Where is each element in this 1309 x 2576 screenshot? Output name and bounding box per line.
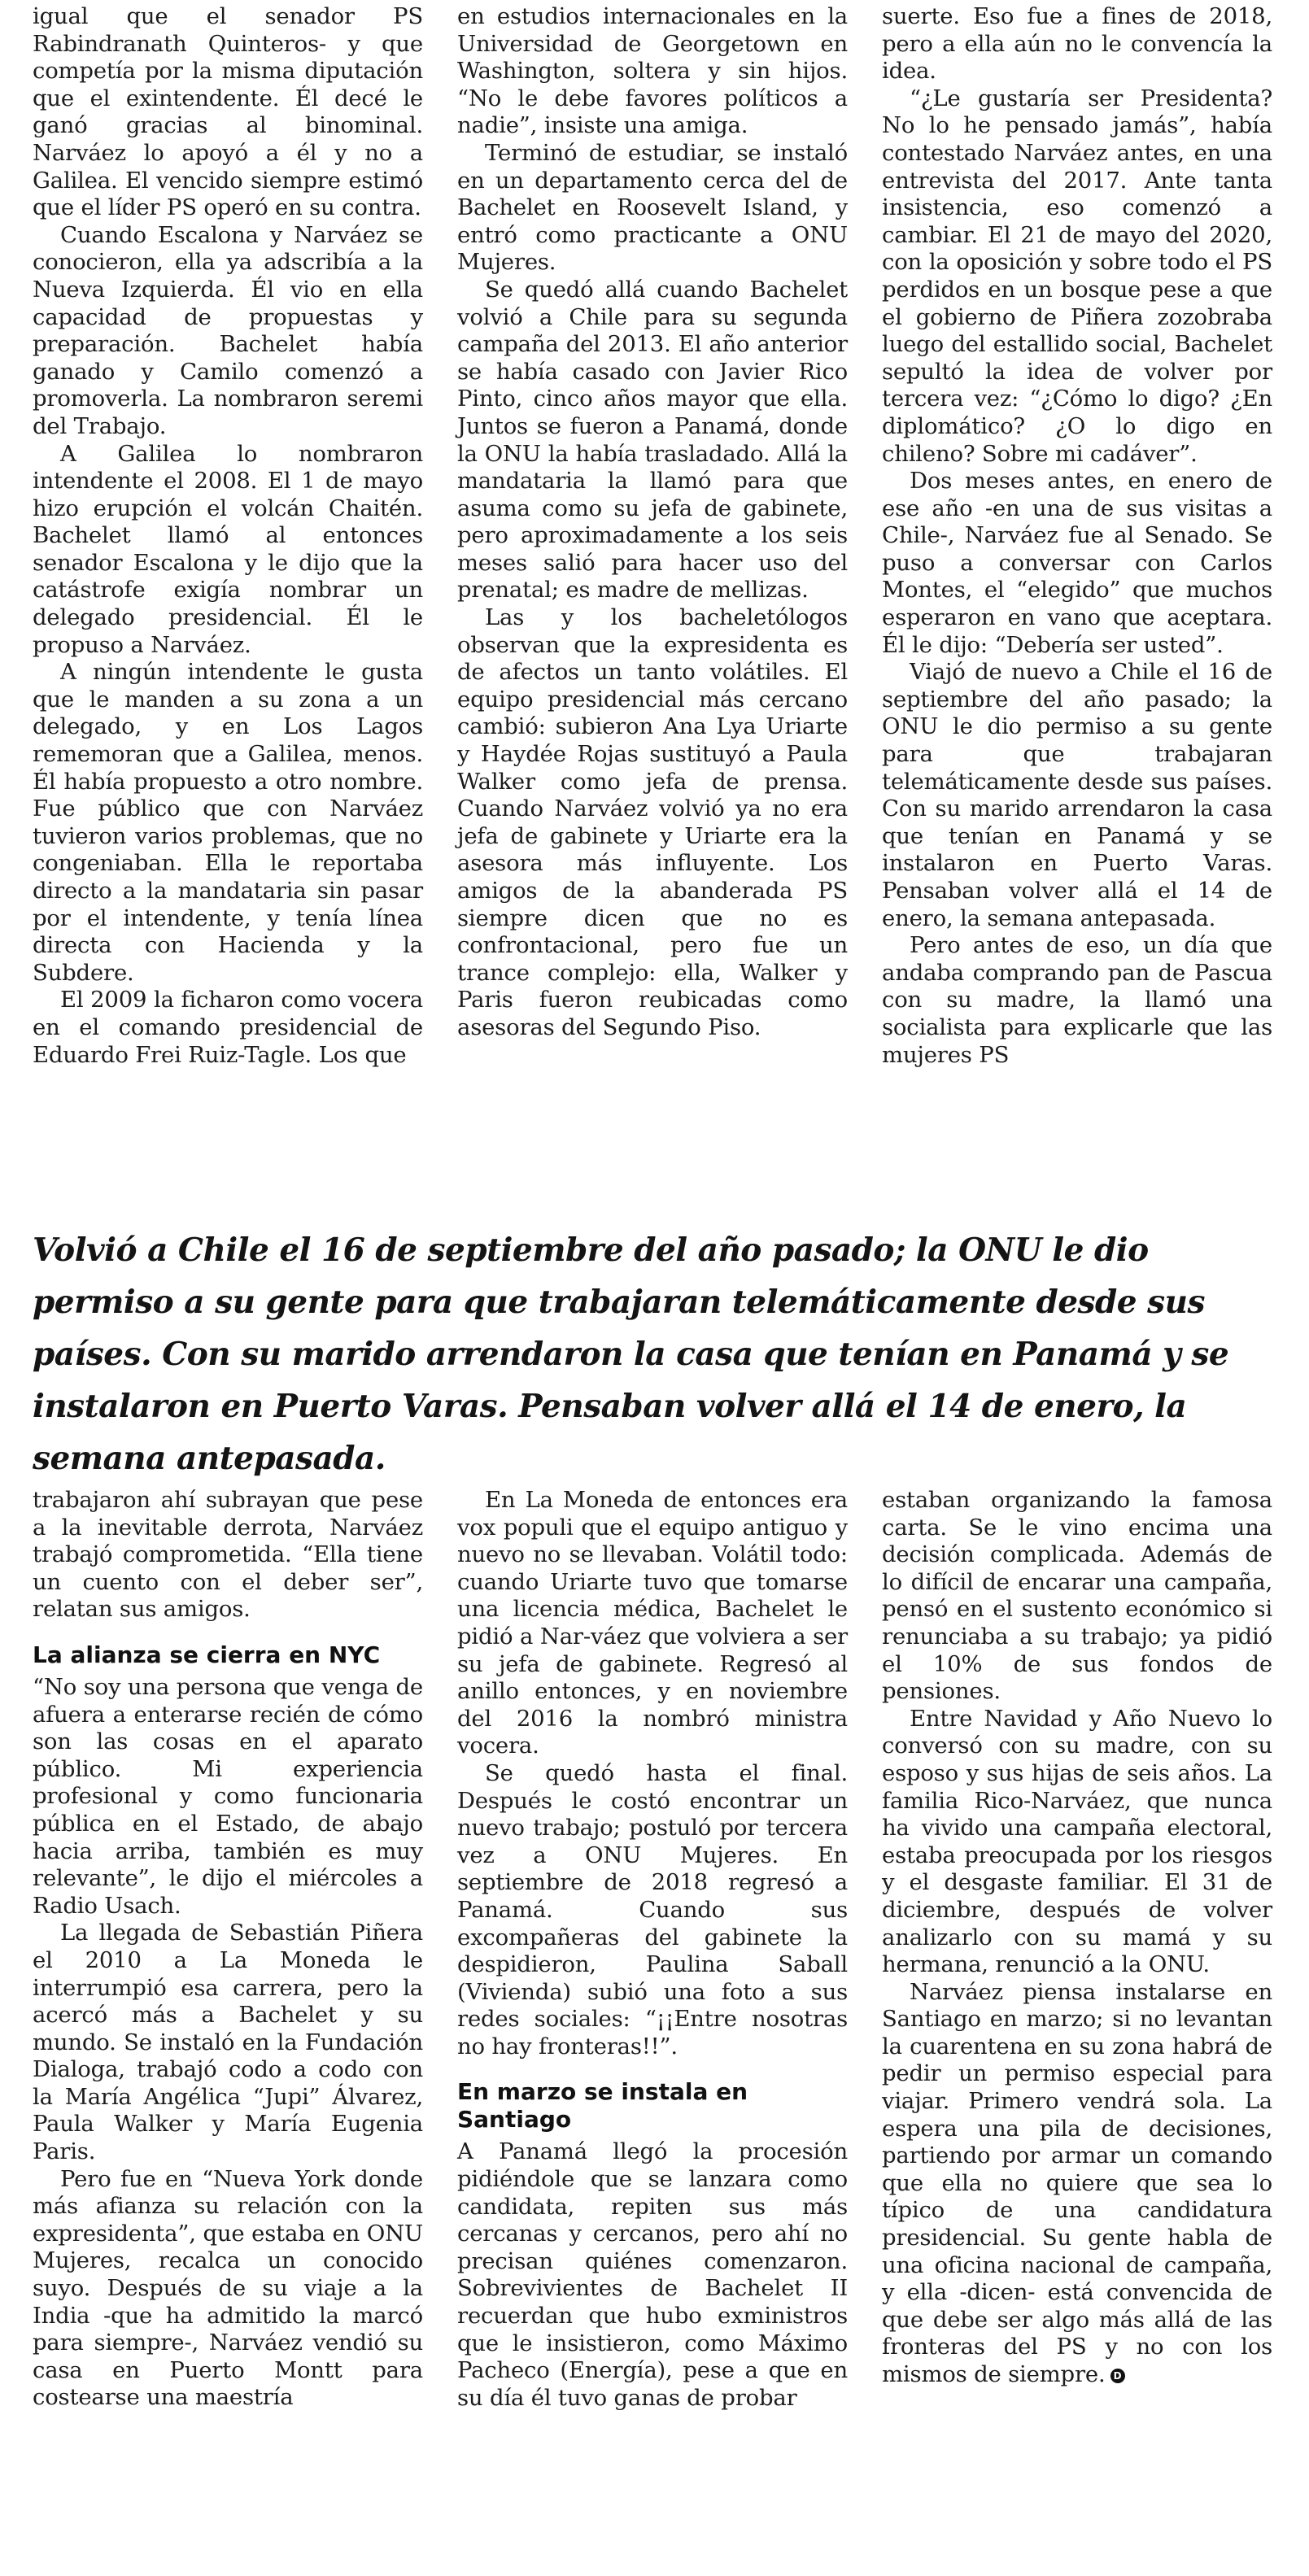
paragraph: A Panamá llegó la procesión pidiéndole que se lanzara como candidata, repiten sus más cercanas y cercanos, pero ahí no precisan quiénes comenzaron. Sobrevivientes de Bachelet II recuerdan que hubo exministros que le insistieron, como Máximo Pacheco (Energía), pese a que en su día él tuvo ganas de probar	[457, 2138, 848, 2411]
bottom-column-3	[882, 1487, 1272, 2389]
paragraph-text: Narváez piensa instalarse en Santiago en marzo; si no levantan la cuarentena en su zona habrá de pedir un permiso especial para viajar. Primero vendrá sola. La espera una pila de decisiones, partiendo por armar un comando que ella no quiere que sea lo típico de una candidatura presidencial. Su gente habla de una oficina nacional de campaña, y ella -dicen- está convencida de que debe ser algo más allá de las fronteras del PS y no con los mismos de siempre.	[882, 1978, 1272, 2387]
paragraph: Viajó de nuevo a Chile el 16 de septiembre del año pasado; la ONU le dio permiso a su gente para que trabajaran telemáticamente desde sus países. Con su marido arrendaron la casa que tenían en Panamá y se instalaron en Puerto Varas. Pensaban volver allá el 14 de enero, la semana antepasada.	[882, 659, 1272, 931]
paragraph: Entre Navidad y Año Nuevo lo conversó con su madre, con su esposo y sus hijas de seis años. La familia Rico-Narváez, que nunca ha vivido una campaña electoral, estaba preocupada por los riesgos y el desgaste familiar. El 31 de diciembre, después de volver analizarlo con su mamá y su hermana, renunció a la ONU.	[882, 1705, 1272, 1978]
paragraph: Terminó de estudiar, se instaló en un departamento cerca del de Bachelet en Roosevelt Island, y entró como practicante a ONU Mujeres.	[457, 139, 848, 276]
paragraph: “No soy una persona que venga de afuera a enterarse recién de cómo son las cosas en el aparato público. Mi experiencia profesional y como funcionaria pública en el Estado, de abajo hacia arriba, también es muy relevante”, le dijo el miércoles a Radio Usach.	[33, 1673, 423, 1919]
paragraph: En La Moneda de entonces era vox populi que el equipo antiguo y nuevo no se llevaban. Volátil todo: cuando Uriarte tuvo que tomarse una licencia médica, Bachelet le pidió a Nar-váez que volviera a ser su jefa de gabinete. Regresó al anillo entonces, y en noviembre del 2016 la nombró ministra vocera.	[457, 1487, 848, 1759]
paragraph: Las y los bacheletólogos observan que la expresidenta es de afectos un tanto volátiles. El equipo presidencial más cercano cambió: subieron Ana Lya Uriarte y Haydée Rojas sustituyó a Paula Walker como jefa de prensa. Cuando Narváez volvió ya no era jefa de gabinete y Uriarte era la asesora más influyente. Los amigos de la abanderada PS siempre dicen que no es confrontacional, pero fue un trance complejo: ella, Walker y Paris fueron reubicadas como asesoras del Segundo Piso.	[457, 604, 848, 1040]
paragraph: Pero antes de eso, un día que andaba comprando pan de Pascua con su madre, la llamó una socialista para explicarle que las mujeres PS	[882, 932, 1272, 1068]
paragraph: igual que el senador PS Rabindranath Quinteros- y que competía por la misma diputación que el exintendente. Él decé le ganó gracias al binominal. Narváez lo apoyó a él y no a Galilea. El vencido siempre estimó que el líder PS operó en su contra.	[33, 3, 423, 221]
spacer	[457, 2060, 848, 2078]
paragraph: “¿Le gustaría ser Presidenta? No lo he pensado jamás”, había contestado Narváez antes, en una entrevista del 2017. Ante tanta insistencia, eso comenzó a cambiar. El 21 de mayo del 2020, con la oposición y sobre todo el PS perdidos en un bosque pese a que el gobierno de Piñera zozobraba luego del estallido social, Bachelet sepultó la idea de volver por tercera vez: “¿Cómo lo digo? ¿En diplomático? ¿O lo digo en chileno? Sobre mi cadáver”.	[882, 85, 1272, 467]
paragraph: Se quedó allá cuando Bachelet volvió a Chile para su segunda campaña del 2013. El año anterior se había casado con Javier Rico Pinto, cinco años mayor que ella. Juntos se fueron a Panamá, donde la ONU la había trasladado. Allá la mandataria la llamó para que asuma como su jefa de gabinete, pero aproximadamente a los seis meses salió para hacer uso del prenatal; es madre de mellizas.	[457, 276, 848, 604]
paragraph: A Galilea lo nombraron intendente el 2008. El 1 de mayo hizo erupción el volcán Chaitén. Bachelet llamó al entonces senador Escalona y le dijo que la catástrofe exigía nombrar un delegado presidencial. Él le propuso a Narváez.	[33, 440, 423, 658]
bottom-column-1	[33, 1487, 423, 2412]
paragraph: Cuando Escalona y Narváez se conocieron, ella ya adscribía a la Nueva Izquierda. Él vio en ella capacidad de propuestas y preparación. Bachelet había ganado y Camilo comenzó a promoverla. La nombraron seremi del Trabajo.	[33, 221, 423, 439]
paragraph: suerte. Eso fue a fines de 2018, pero a ella aún no le convencía la idea.	[882, 3, 1272, 85]
top-column-1	[33, 3, 423, 1069]
end-mark-icon: D	[1110, 2369, 1125, 2383]
bottom-column-2	[457, 1487, 848, 2412]
paragraph: A ningún intendente le gusta que le manden a su zona a un delegado, y en Los Lagos rememoran que a Galilea, menos. Él había propuesto a otro nombre. Fue público que con Narváez tuvieron varios problemas, que no congeniaban. Ella le reportaba directo a la mandataria sin pasar por el intendente, y tenía línea directa con Hacienda y la Subdere.	[33, 659, 423, 986]
spacer	[33, 1624, 423, 1641]
paragraph	[882, 1979, 1272, 2389]
top-column-2	[457, 3, 848, 1042]
paragraph: La llegada de Sebastián Piñera el 2010 a La Moneda le interrumpió esa carrera, pero la acercó más a Bachelet y su mundo. Se instaló en la Fundación Dialoga, trabajó codo a codo con la María Angélica “Jupi” Álvarez, Paula Walker y María Eugenia Paris.	[33, 1920, 423, 2165]
subheading: La alianza se cierra en NYC	[33, 1641, 381, 1668]
paragraph: en estudios internacionales en la Universidad de Georgetown en Washington, soltera y sin hijos. “No le debe favores políticos a nadie”, insiste una amiga.	[457, 3, 848, 139]
paragraph: Dos meses antes, en enero de ese año -en una de sus visitas a Chile-, Narváez fue al Senado. Se puso a conversar con Carlos Montes, el “elegido” que muchos esperaron en vano que aceptara. Él le dijo: “Debería ser usted”.	[882, 468, 1272, 658]
subheading: En marzo se instala en Santiago	[457, 2078, 748, 2134]
top-column-3	[882, 3, 1272, 1069]
paragraph: estaban organizando la famosa carta. Se le vino encima una decisión complicada. Además de lo difícil de encarar una campaña, pensó en el sustento económico si renunciaba a su trabajo; ya pidió el 10% de sus fondos de pensiones.	[882, 1487, 1272, 1705]
paragraph: trabajaron ahí subrayan que pese a la inevitable derrota, Narváez trabajó comprometida. “Ella tiene un cuento con el deber ser”, relatan sus amigos.	[33, 1487, 423, 1623]
pull-quote: Volvió a Chile el 16 de septiembre del año pasado; la ONU le dio permiso a su gente para que trabajaran telemáticamente desde sus países. Con su marido arrendaron la casa que tenían en Panamá y se instalaron en Puerto Varas. Pensaban volver allá el 14 de enero, la semana antepasada.	[33, 1231, 1229, 1477]
paragraph: El 2009 la ficharon como vocera en el comando presidencial de Eduardo Frei Ruiz-Tagle. Los que	[33, 987, 423, 1068]
paragraph: Se quedó hasta el final. Después le costó encontrar un nuevo trabajo; postuló por tercera vez a ONU Mujeres. En septiembre de 2018 regresó a Panamá. Cuando sus excompañeras del gabinete la despidieron, Paulina Saball (Vivienda) subió una foto a sus redes sociales: “¡¡Entre nosotras no hay fronteras!!”.	[457, 1759, 848, 2059]
paragraph: Pero fue en “Nueva York donde más afianza su relación con la expresidenta”, que estaba en ONU Mujeres, recalca un conocido suyo. Después de su viaje a la India -que ha admitido la marcó para siempre-, Narváez vendió su casa en Puerto Montt para costearse una maestría	[33, 2165, 423, 2411]
